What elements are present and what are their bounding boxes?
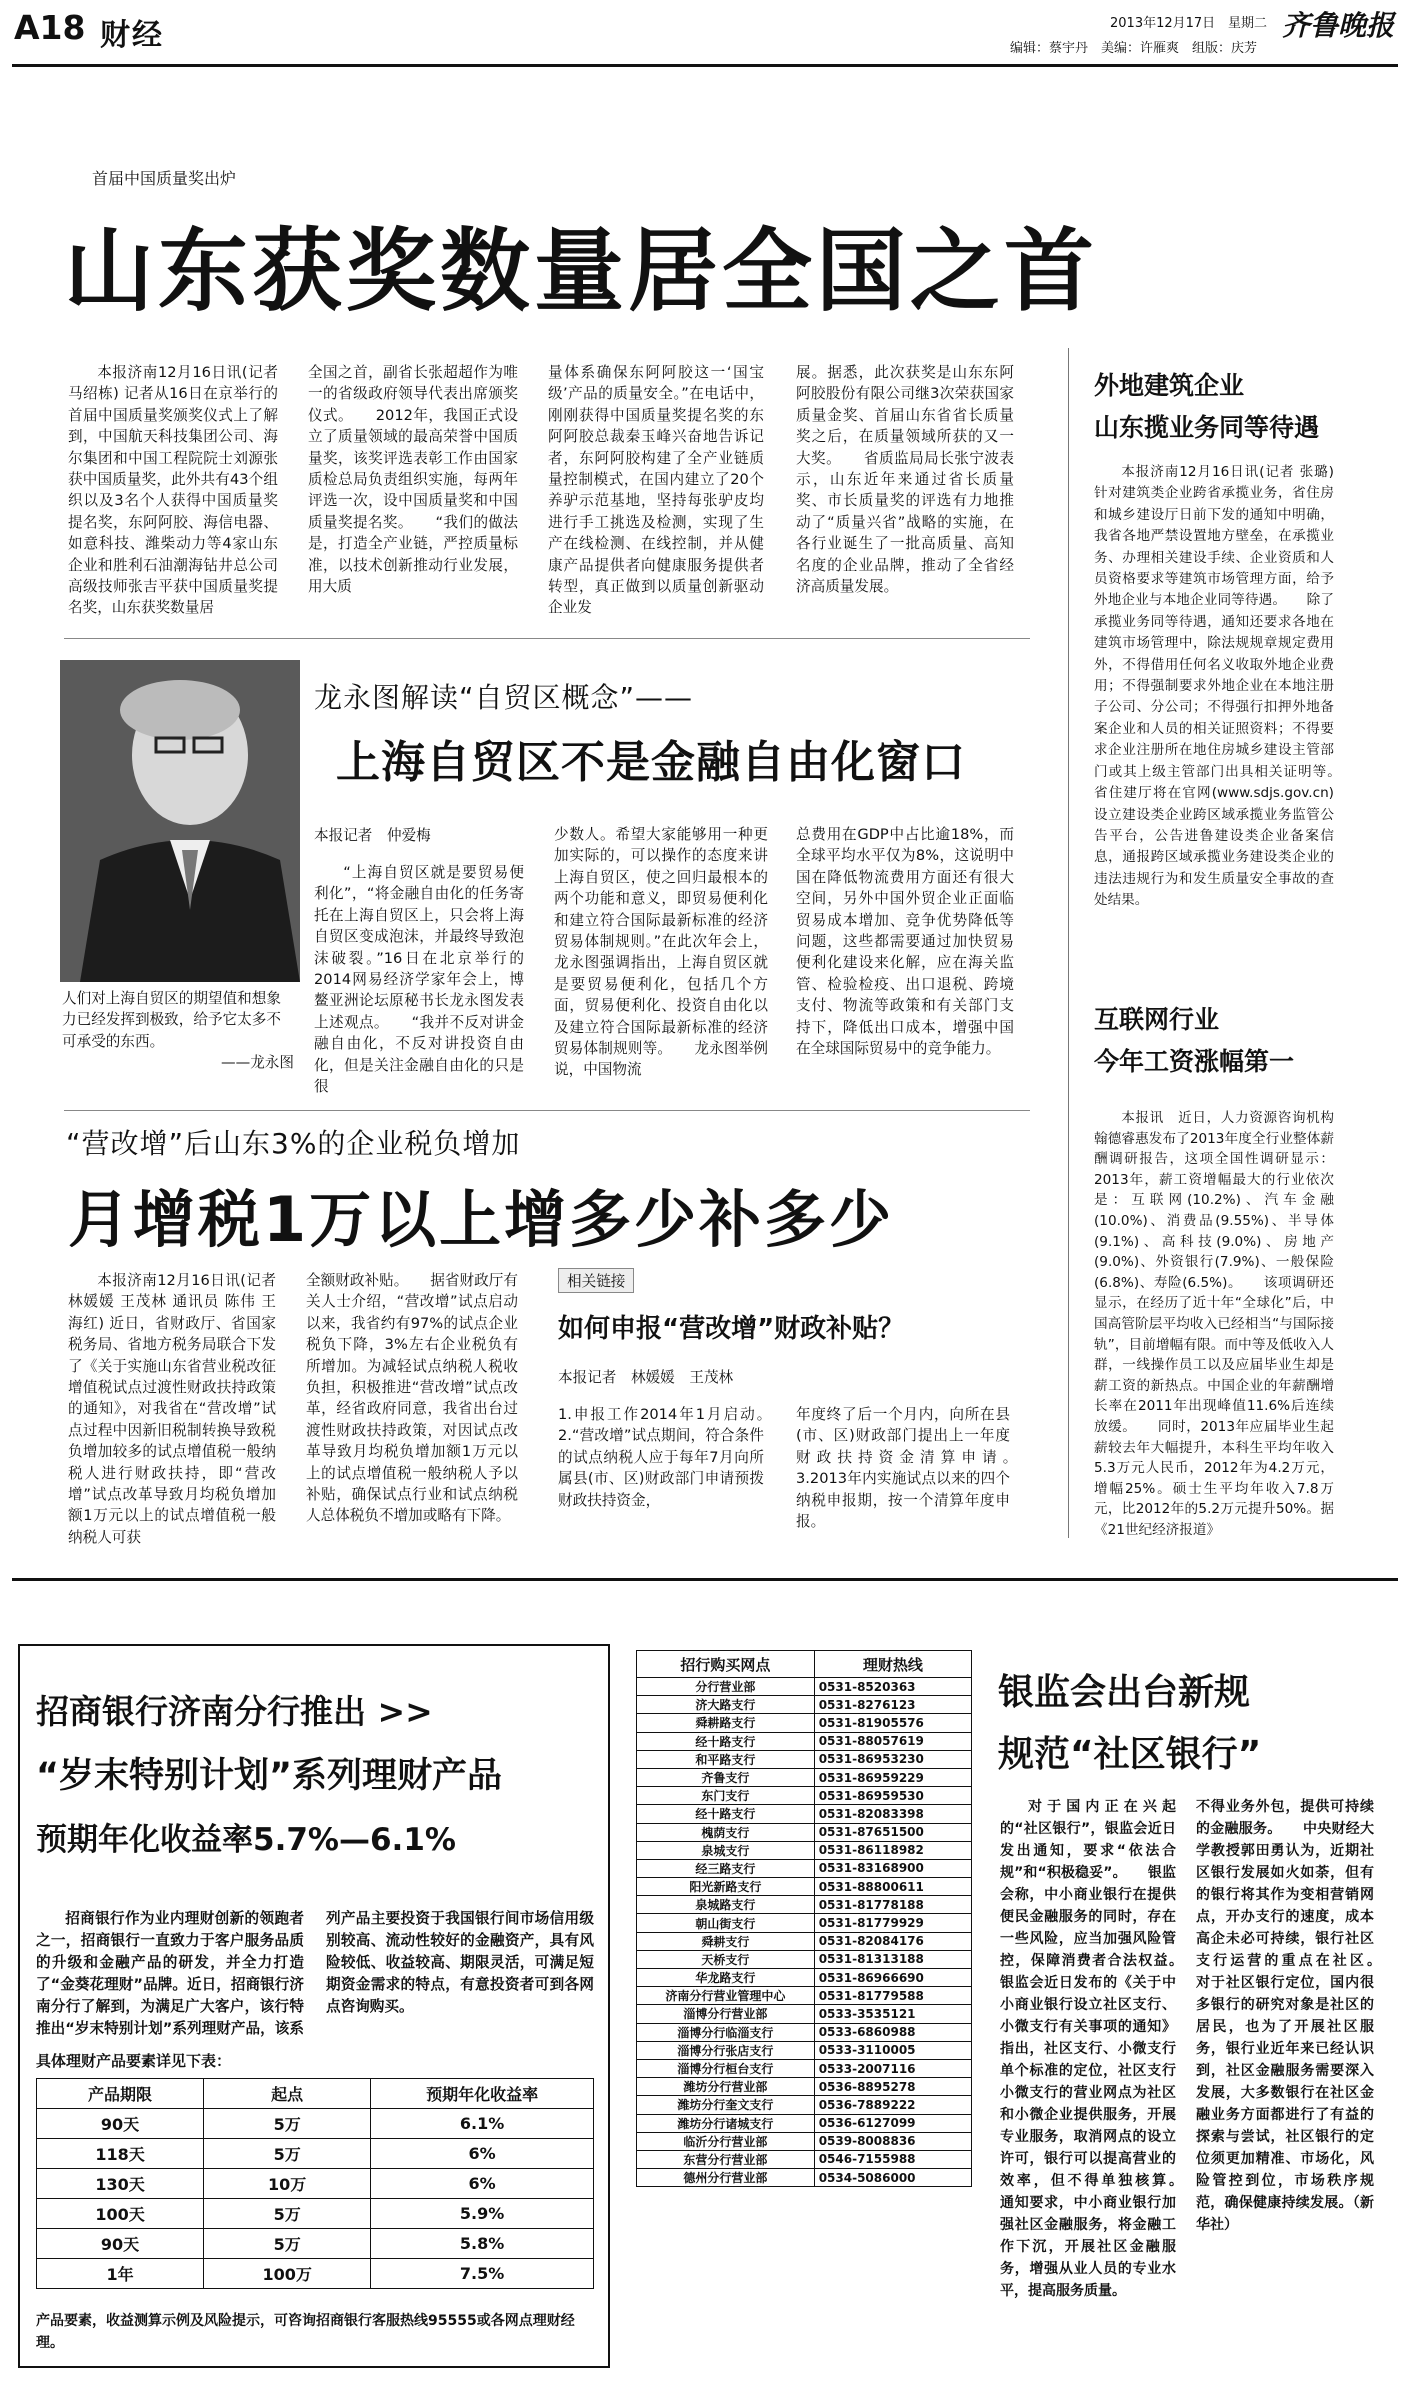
bank-ad xyxy=(18,1644,610,2368)
article1-col2 xyxy=(308,362,518,624)
branch-name-cell: 济南分行营业管理中心 xyxy=(637,1987,815,2005)
branch-phone-cell: 0531-86959229 xyxy=(814,1768,971,1786)
section-name: 财经 xyxy=(100,18,164,53)
branch-name-cell: 经三路支行 xyxy=(637,1859,815,1877)
branch-table-row xyxy=(637,1696,972,1714)
rate-table-row xyxy=(37,2169,594,2199)
branch-phone-cell: 0546-7155988 xyxy=(814,2150,971,2168)
branch-name-cell: 淄博分行桓台支行 xyxy=(637,2059,815,2077)
branch-table-row xyxy=(637,1878,972,1896)
branch-phone-cell: 0534-5086000 xyxy=(814,2169,971,2187)
related-link-col2 xyxy=(796,1404,1040,1532)
ad-body xyxy=(36,1908,594,2042)
article1-col4 xyxy=(796,362,1014,624)
branch-table-row xyxy=(637,2023,972,2041)
branch-name-cell: 潍坊分行奎文支行 xyxy=(637,2096,815,2114)
branch-table-row xyxy=(637,2150,972,2168)
article1-headline: 山东获奖数量居全国之首 xyxy=(64,219,1098,324)
branch-table-row xyxy=(637,1841,972,1859)
side2-title-line2: 今年工资涨幅第一 xyxy=(1094,1047,1295,1076)
branch-table-row xyxy=(637,1987,972,2005)
branch-phone-cell: 0533-2007116 xyxy=(814,2059,971,2077)
branch-phone-cell: 0531-8276123 xyxy=(814,1696,971,1714)
rate-table-row xyxy=(37,2139,594,2169)
related-link-tag: 相关链接 xyxy=(558,1268,634,1293)
branch-phone-cell: 0536-8895278 xyxy=(814,2078,971,2096)
rate-table-cell: 130天 xyxy=(37,2169,204,2199)
article1-col1 xyxy=(68,362,278,624)
article1-col3-text: 量体系确保东阿阿胶这一‘国宝级’产品的质量安全。”在电话中，刚刚获得中国质量奖提名奖的东阿阿胶总裁秦玉峰兴奋地告诉记者，东阿阿胶构建了全产业链质量控制模式，在国内建立了20个养驴示范基地，坚持每张驴皮均进行手工挑选及检测，实现了生产在线检测、在线控制，并从健康产品提供者向健康服务提供者转型，真正做到以质量创新驱动企业发 xyxy=(548,364,764,617)
rate-table-cell: 6% xyxy=(371,2169,594,2199)
branch-name-cell: 槐荫支行 xyxy=(637,1823,815,1841)
rate-table-cell: 5.9% xyxy=(371,2199,594,2229)
related-link-col1-text: 1.申报工作2014年1月启动。 2.“营改增”试点期间，符合条件的试点纳税人应于每年7月向所属县(市、区)财政部门申请预拨财政扶持资金， xyxy=(558,1406,794,1509)
side3-col1 xyxy=(1000,1796,1204,2364)
rate-table-cell: 5万 xyxy=(204,2199,371,2229)
side1-body xyxy=(1094,462,1362,972)
branch-name-cell: 淄博分行临淄支行 xyxy=(637,2023,815,2041)
branch-name-cell: 潍坊分行营业部 xyxy=(637,2078,815,2096)
branch-table-row xyxy=(637,1805,972,1823)
newspaper-brand: 齐鲁晚报 xyxy=(1282,9,1395,42)
article1-col2-text: 全国之首，副省长张超超作为唯一的省级政府领导代表出席颁奖仪式。 2012年，我国正式设立了质量领域的最高荣誉中国质量奖，该奖评选表彰工作由国家质检总局负责组织实施，每两年评选一次，设中国质量奖和中国质量奖提名奖。 “我们的做法是，打造全产业链，严控质量标准，以技术创新推动行业发展，用大质 xyxy=(308,364,518,596)
branch-name-cell: 经十路支行 xyxy=(637,1732,815,1750)
bottom-section-rule xyxy=(12,1578,1398,1581)
branch-phone-cell: 0531-83168900 xyxy=(814,1859,971,1877)
branch-phone-cell: 0531-82083398 xyxy=(814,1805,971,1823)
rate-table-cell: 1年 xyxy=(37,2259,204,2289)
article1-col4-text: 展。据悉，此次获奖是山东东阿阿胶股份有限公司继3次荣获国家质量金奖、首届山东省省长质量奖之后，在质量领域所获的又一大奖。 省质监局局长张宁波表示，山东近年来通过省长质量奖、市长质量奖的评选有力地推动了“质量兴省”战略的实施，在各行业诞生了一批高质量、高知名度的企业品牌，推动了全省经济高质量发展。 xyxy=(796,364,1014,596)
portrait-illustration xyxy=(60,660,300,982)
branch-name-cell: 德州分行营业部 xyxy=(637,2169,815,2187)
branch-phone-cell: 0531-86966690 xyxy=(814,1969,971,1987)
branch-table-row xyxy=(637,2169,972,2187)
rate-header-min: 起点 xyxy=(204,2079,371,2109)
branch-table-row xyxy=(637,1932,972,1950)
branch-name-cell: 舜耕路支行 xyxy=(637,1714,815,1732)
article3-headline: 月增税1万以上增多少补多少 xyxy=(68,1183,895,1256)
rate-table-cell: 5万 xyxy=(204,2109,371,2139)
related-link-box xyxy=(548,1268,1040,1540)
branch-table-row xyxy=(637,2005,972,2023)
ad-table-title: 具体理财产品要素详见下表： xyxy=(36,2052,232,2070)
article2-col2-text: 少数人。希望大家能够用一种更加实际的，可以操作的态度来讲上海自贸区，使之回归最根本的两个功能和意义，即贸易便利化和建立符合国际最新标准的经济贸易体制规则。”在此次年会上，龙永图强调指出，上海自贸区就是要贸易便利化，包括几个方面，贸易便利化、投资自由化以及建立符合国际最新标准的经济贸易体制规则等。 龙永图举例说，中国物流 xyxy=(554,826,768,1079)
branch-table-header-row xyxy=(637,1651,972,1678)
rate-table xyxy=(36,2078,594,2289)
side3-title-line2: 规范“社区银行” xyxy=(998,1734,1262,1775)
side3-col2-text: 不得业务外包，提供可持续的金融服务。 中央财经大学教授郭田勇认为，近期社区银行发展如火如荼，但有的银行将其作为变相营销网点，开办支行的速度，成本高企未必可持续，银行社区支行运营的重点在社区。 对于社区银行定位，国内很多银行的研究对象是社区的居民，也为了开展社区服务，银行业近年来已经认识到，社区金融服务需要深入发展，大多数银行在社区金融业务方面都进行了有益的探索与尝试，社区银行的定位须更加精准、市场化，风险管控到位，市场秩序规范，确保健康持续发展。（新华社） xyxy=(1196,1799,1402,2233)
ad-footer-note: 产品要素，收益测算示例及风险提示，可咨询招商银行客服热线95555或各网点理财经理。 xyxy=(36,2313,575,2351)
side1-title-line2: 山东揽业务同等待遇 xyxy=(1094,413,1320,442)
rate-table-cell: 90天 xyxy=(37,2109,204,2139)
rate-table-cell: 90天 xyxy=(37,2229,204,2259)
branch-phone-cell: 0531-86118982 xyxy=(814,1841,971,1859)
rate-table-cell: 5万 xyxy=(204,2139,371,2169)
branch-table-row xyxy=(637,1896,972,1914)
branch-name-cell: 阳光新路支行 xyxy=(637,1878,815,1896)
branch-table-row xyxy=(637,1714,972,1732)
rate-table-cell: 100万 xyxy=(204,2259,371,2289)
portrait-photo xyxy=(60,660,300,982)
branch-table-row xyxy=(637,1750,972,1768)
side3-col2 xyxy=(1196,1796,1402,2364)
rate-table-cell: 5万 xyxy=(204,2229,371,2259)
rate-table-row xyxy=(37,2109,594,2139)
page-number: A18 xyxy=(14,8,86,47)
article2-col1 xyxy=(314,862,524,1098)
editor-credits: 编辑：蔡宇丹 美编：许雁爽 组版：庆芳 xyxy=(1010,41,1258,56)
rate-header-term: 产品期限 xyxy=(37,2079,204,2109)
branch-name-cell: 天桥支行 xyxy=(637,1950,815,1968)
related-link-col2-text: 年度终了后一个月内，向所在县(市、区)财政部门提出上一年度财政扶持资金清算申请。 3.2013年内实施试点以来的四个纳税申报期，按一个清算年度申报。 xyxy=(796,1406,1040,1531)
related-link-byline: 本报记者 林媛媛 王茂林 xyxy=(558,1369,734,1386)
branch-table-row xyxy=(637,2041,972,2059)
branch-phone-cell: 0531-81905576 xyxy=(814,1714,971,1732)
article2-bottom-rule xyxy=(64,1110,1030,1111)
article3-col2-text: 全额财政补贴。 据省财政厅有关人士介绍，“营改增”试点启动以来，我省约有97%的试点企业税负下降，3%左右企业税负有所增加。为减轻试点纳税人税收负担，积极推进“营改增”试点改革，经省政府同意，我省出台过渡性财政扶持政策，对因试点改革导致月均税负增加额1万元以上的试点增值税一般纳税人予以补贴，确保试点行业和试点纳税人总体税负不增加或略有下降。 xyxy=(306,1272,518,1525)
rate-table-cell: 6.1% xyxy=(371,2109,594,2139)
branch-phone-cell: 0539-8008836 xyxy=(814,2132,971,2150)
branch-phone-cell: 0531-81779588 xyxy=(814,1987,971,2005)
rate-table-cell: 10万 xyxy=(204,2169,371,2199)
article3-kicker: “营改增”后山东3%的企业税负增加 xyxy=(66,1127,521,1160)
branch-phone-cell: 0531-88057619 xyxy=(814,1732,971,1750)
rate-table-cell: 118天 xyxy=(37,2139,204,2169)
side2-title-line1: 互联网行业 xyxy=(1094,1005,1220,1034)
branch-phone-cell: 0533-6860988 xyxy=(814,2023,971,2041)
article2-col3-text: 总费用在GDP中占比逾18%，而全球平均水平仅为8%，这说明中国在降低物流费用方面还有很大空间，另外中国外贸企业正面临贸易成本增加、竞争优势降低等问题，这些都需要通过加快贸易便利化建设来化解，应在海关监管、检验检疫、出口退税、跨境支付、物流等政策和有关部门支持下，降低出口成本，增强中国在全球国际贸易中的竞争能力。 xyxy=(796,826,1014,1058)
article2-byline: 本报记者 仲爱梅 xyxy=(314,827,431,844)
side3-col1-text: 对于国内正在兴起的“社区银行”，银监会近日发出通知，要求“依法合规”和“积极稳妥”。 银监会称，中小商业银行在提供便民金融服务的同时，存在一些风险，应当加强风险管控，保障消费者合法权益。 银监会近日发布的《关于中小商业银行设立社区支行、小微支行有关事项的通知》指出，社区支行、小微支行单个标准的定位，社区支行小微支行的营业网点为社区和小微企业提供服务，开展专业服务，取消网点的设立许可，银行可以提高营业的效率，但不得单独核算。 通知要求，中小商业银行加强社区金融服务，将金融工作下沉，开展社区金融服务，增强从业人员的专业水平，提高服务质量。 xyxy=(1000,1799,1204,2299)
header-rule xyxy=(12,64,1398,67)
branch-header-name: 招行购买网点 xyxy=(637,1651,815,1678)
branch-name-cell: 和平路支行 xyxy=(637,1750,815,1768)
branch-name-cell: 舜耕支行 xyxy=(637,1932,815,1950)
branch-phone-cell: 0536-6127099 xyxy=(814,2114,971,2132)
side1-title-line1: 外地建筑企业 xyxy=(1094,371,1245,400)
article1-col3 xyxy=(548,362,764,624)
branch-table-row xyxy=(637,1914,972,1932)
ad-headline-line1: 招商银行济南分行推出 >> xyxy=(36,1692,433,1731)
branch-phone-cell: 0531-86959530 xyxy=(814,1787,971,1805)
branch-table-row xyxy=(637,1732,972,1750)
rate-table-row xyxy=(37,2259,594,2289)
branch-phone-cell: 0531-82084176 xyxy=(814,1932,971,1950)
article2-headline: 上海自贸区不是金融自由化窗口 xyxy=(336,737,966,788)
rate-header-yield: 预期年化收益率 xyxy=(371,2079,594,2109)
side3-title-line1: 银监会出台新规 xyxy=(998,1672,1251,1713)
branch-table xyxy=(636,1650,972,2187)
article2-col2 xyxy=(554,824,768,1098)
branch-phone-cell: 0533-3110005 xyxy=(814,2041,971,2059)
branch-table-row xyxy=(637,2078,972,2096)
side1-body-text: 本报济南12月16日讯(记者 张璐) 针对建筑类企业跨省承揽业务，省住房和城乡建设厅日前下发的通知中明确，我省各地严禁设置地方壁垒，在承揽业务、办理相关建设手续、企业资质和人员资格要求等建筑市场管理方面，给予外地企业与本地企业同等待遇。 除了承揽业务同等待遇，通知还要求各地在建筑市场管理中，除法规规章规定费用外，不得借用任何名义收取外地企业费用；不得强制要求外地企业在本地注册子公司、分公司；不得强行扣押外地备案企业和人员的相关证照资料；不得要求企业注册所在地住房城乡建设主管部门或其上级主管部门出具相关证明等。 省住建厅将在官网(www.sdjs.gov.cn)设立建设类企业跨区域承揽业务监管公告平台，公告进鲁建设类企业备案信息，通报跨区域承揽业务建设类企业的违法违规行为和发生质量安全事故的查处结果。 xyxy=(1094,464,1362,909)
masthead xyxy=(0,0,1409,64)
rate-table-row xyxy=(37,2229,594,2259)
branch-table-row xyxy=(637,2132,972,2150)
ad-headline-line2: “岁末特别计划”系列理财产品 xyxy=(36,1756,503,1796)
branch-phone-cell: 0531-8520363 xyxy=(814,1678,971,1696)
related-link-col1 xyxy=(558,1404,794,1532)
rate-table-cell: 7.5% xyxy=(371,2259,594,2289)
branch-table-row xyxy=(637,2096,972,2114)
branch-table-row xyxy=(637,1950,972,1968)
branch-name-cell: 泉城路支行 xyxy=(637,1896,815,1914)
rate-table-cell: 100天 xyxy=(37,2199,204,2229)
branch-phone-cell: 0531-81779929 xyxy=(814,1914,971,1932)
rate-table-row xyxy=(37,2199,594,2229)
branch-table-row xyxy=(637,1787,972,1805)
branch-table-row xyxy=(637,1768,972,1786)
issue-date: 2013年12月17日 xyxy=(1110,16,1216,31)
branch-table-row xyxy=(637,1859,972,1877)
article3-col1-text: 本报济南12月16日讯(记者 林媛媛 王茂林 通讯员 陈伟 王海红) 近日，省财政厅、省国家税务局、省地方税务局联合下发了《关于实施山东省营业税改征增值税试点过渡性财政扶持政策的通知》，对我省在“营改增”试点过程中因新旧税制转换导致税负增加较多的试点增值税一般纳税人进行财政扶持，即“营改增”试点改革导致月均税负增加额1万元以上的试点增值税一般纳税人可获 xyxy=(68,1272,276,1546)
related-link-title: 如何申报“营改增”财政补贴？ xyxy=(558,1314,905,1344)
branch-name-cell: 经十路支行 xyxy=(637,1805,815,1823)
branch-phone-cell: 0533-3535121 xyxy=(814,2005,971,2023)
ad-body-text: 招商银行作为业内理财创新的领跑者之一，招商银行一直致力于客户服务品质的升级和金融产品的研发，并全力打造了“金葵花理财”品牌。近日，招商银行济南分行了解到，为满足广大客户，该行特推出“岁末特别计划”系列理财产品，该系列产品主要投资于我国银行间市场信用级别较高、流动性较好的金融资产，具有风险较低、收益较高、期限灵活，可满足短期资金需求的特点，有意投资者可到各网点咨询购买。 xyxy=(36,1910,594,2037)
article2-col3 xyxy=(796,824,1014,1098)
branch-name-cell: 淄博分行张店支行 xyxy=(637,2041,815,2059)
branch-name-cell: 分行营业部 xyxy=(637,1678,815,1696)
side2-body xyxy=(1094,1108,1334,1536)
branch-name-cell: 济大路支行 xyxy=(637,1696,815,1714)
branch-name-cell: 齐鲁支行 xyxy=(637,1768,815,1786)
branch-name-cell: 朝山街支行 xyxy=(637,1914,815,1932)
issue-weekday: 星期二 xyxy=(1228,16,1268,31)
branch-name-cell: 潍坊分行诸城支行 xyxy=(637,2114,815,2132)
branch-table-row xyxy=(637,2059,972,2077)
branch-name-cell: 淄博分行营业部 xyxy=(637,2005,815,2023)
article1-bottom-rule xyxy=(64,638,1030,639)
article3-col2 xyxy=(306,1270,518,1534)
branch-name-cell: 东营分行营业部 xyxy=(637,2150,815,2168)
branch-table-row xyxy=(637,1823,972,1841)
article1-kicker: 首届中国质量奖出炉 xyxy=(92,169,237,188)
branch-name-cell: 东门支行 xyxy=(637,1787,815,1805)
sidebar-divider xyxy=(1068,348,1069,1538)
branch-phone-cell: 0531-81313188 xyxy=(814,1950,971,1968)
article1-col1-text: 本报济南12月16日讯(记者马绍栋) 记者从16日在京举行的首届中国质量奖颁奖仪式上了解到，中国航天科技集团公司、海尔集团和中国工程院院士刘源张获中国质量奖，此外共有43个组织以及3名个人获得中国质量奖提名奖，东阿阿胶、海信电器、如意科技、潍柴动力等4家山东企业和胜利石油潮海钻井总公司高级技师张吉平获中国质量奖提名奖，山东获奖数量居 xyxy=(68,364,278,617)
branch-phone-cell: 0531-88800611 xyxy=(814,1878,971,1896)
branch-phone-cell: 0531-81778188 xyxy=(814,1896,971,1914)
rate-table-header-row xyxy=(37,2079,594,2109)
branch-table-row xyxy=(637,1969,972,1987)
branch-table-row xyxy=(637,2114,972,2132)
caption-text: 人们对上海自贸区的期望值和想象力已经发挥到极致，给予它太多不可承受的东西。 xyxy=(62,990,281,1050)
branch-phone-cell: 0536-7889222 xyxy=(814,2096,971,2114)
branch-phone-cell: 0531-87651500 xyxy=(814,1823,971,1841)
ad-headline-line3: 预期年化收益率5.7%—6.1% xyxy=(36,1822,456,1858)
caption-signature: ——龙永图 xyxy=(221,1054,294,1072)
branch-name-cell: 临沂分行营业部 xyxy=(637,2132,815,2150)
article3-col1 xyxy=(68,1270,276,1546)
branch-header-phone: 理财热线 xyxy=(814,1651,971,1678)
rate-table-cell: 6% xyxy=(371,2139,594,2169)
portrait-caption xyxy=(62,988,294,1074)
branch-name-cell: 华龙路支行 xyxy=(637,1969,815,1987)
article2-kicker: 龙永图解读“自贸区概念”—— xyxy=(314,681,694,714)
rate-table-cell: 5.8% xyxy=(371,2229,594,2259)
side2-body-text: 本报讯 近日，人力资源咨询机构翰德睿惠发布了2013年度全行业整体薪酬调研报告，这项全国性调研显示：2013年，薪工资增幅最大的行业依次是：互联网(10.2%)、汽车金融(10.0%)、消费品(9.55%)、半导体(9.1%)、高科技(9.0%)、房地产(9.0%)、外资银行(7.9%)、一般保险(6.8%)、寿险(6.5%)。 该项调研还显示，在经历了近十年“全球化”后，中国高管阶层平均收入已经相当“与国际接轨”，目前增幅有限。而中等及低收入人群，一线操作员工以及应届毕业生却是薪工资的新热点。中国企业的年薪酬增长率在2011年出现峰值11.6%后连续放缓。 同时，2013年应届毕业生起薪较去年大幅提升，本科生平均年收入5.3万元人民币，2012年为4.2万元，增幅25%。硕士生平均年收入7.8万元，比2012年的5.2万元提升50%。据《21世纪经济报道》 xyxy=(1094,1110,1334,1538)
article2-col1-text: “上海自贸区就是要贸易便利化”，“将金融自由化的任务寄托在上海自贸区上，只会将上海自贸区变成泡沫，并最终导致泡沫破裂。”16日在北京举行的2014网易经济学家年会上，博鳌亚洲论坛原秘书长龙永图发表上述观点。 “我并不反对讲金融自由化，不反对讲投资自由化，但是关注金融自由化的只是很 xyxy=(314,864,524,1096)
branch-name-cell: 泉城支行 xyxy=(637,1841,815,1859)
branch-table-row xyxy=(637,1678,972,1696)
branch-phone-cell: 0531-86953230 xyxy=(814,1750,971,1768)
